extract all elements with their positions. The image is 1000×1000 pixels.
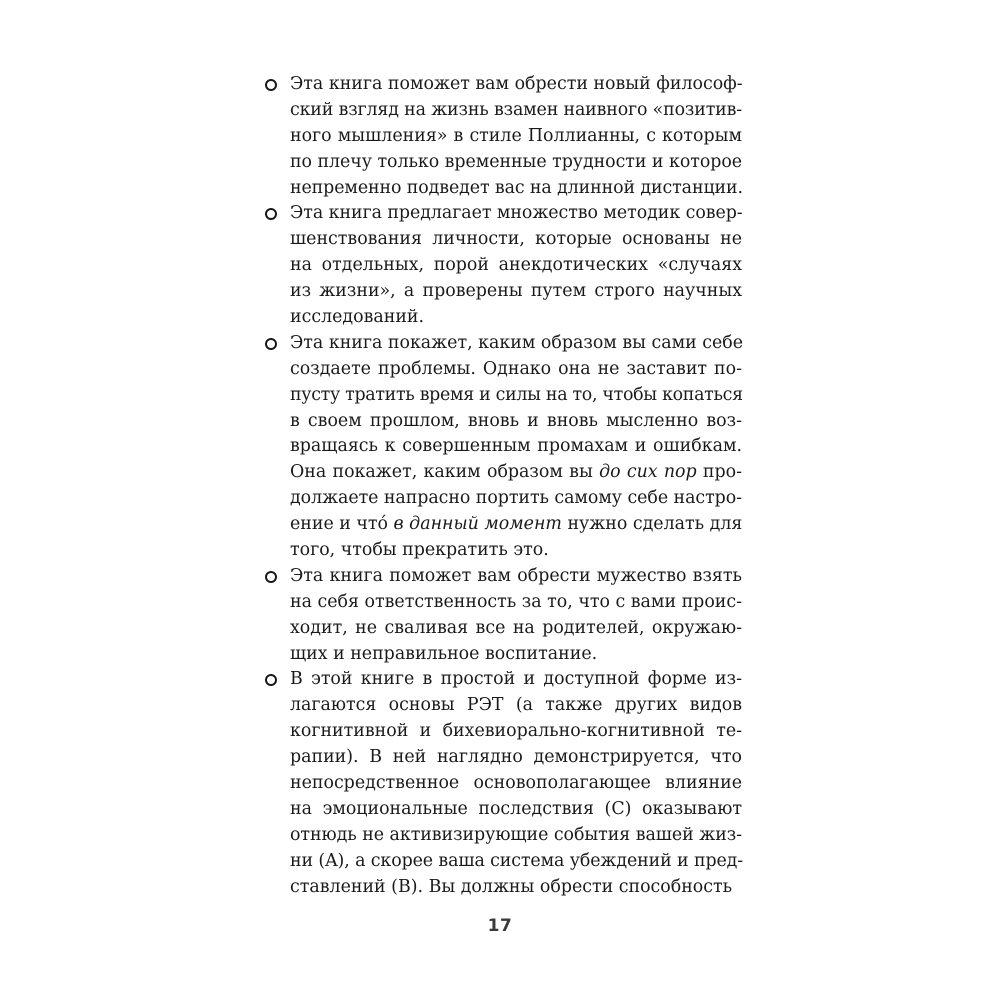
text-line bbox=[290, 745, 742, 771]
text-segment: ставлений (B). Вы должны обрести способность bbox=[290, 876, 733, 897]
text-segment: Эта книга поможет вам обрести мужество взять bbox=[290, 565, 742, 586]
text-line bbox=[290, 693, 742, 719]
text-segment: исследований. bbox=[290, 307, 425, 328]
text-segment: пусту тратить время и силы на то, чтобы копаться bbox=[290, 384, 743, 405]
text-line bbox=[290, 667, 742, 693]
text-line bbox=[290, 409, 742, 435]
text-line bbox=[290, 564, 742, 590]
text-line bbox=[290, 642, 742, 668]
text-segment: вращаясь к совершенным промахам и ошибкам. bbox=[290, 436, 742, 457]
text-line bbox=[290, 357, 742, 383]
text-line bbox=[290, 124, 742, 150]
text-segment: Она покажет, каким образом вы bbox=[290, 462, 600, 483]
text-segment: непосредственное основополагающее влияние bbox=[290, 773, 742, 794]
emphasis-text: в данный момент bbox=[393, 514, 562, 535]
text-segment: лагаются основы РЭТ (а также других видов bbox=[290, 695, 742, 716]
text-segment: ение и что́ bbox=[290, 514, 394, 535]
text-segment: ного мышления» в стиле Поллианны, с которым bbox=[290, 125, 742, 146]
text-segment: когнитивной и бихевиорально-когнитивной те- bbox=[290, 721, 742, 742]
text-line bbox=[290, 253, 742, 279]
text-segment: рапии). В ней наглядно демонстрируется, что bbox=[290, 747, 742, 768]
text-segment: на эмоциональные последствия (C) оказывают bbox=[290, 798, 742, 819]
text-segment: шенствования личности, которые основаны не bbox=[290, 229, 742, 250]
text-line bbox=[290, 590, 742, 616]
text-line bbox=[290, 823, 742, 849]
bullet-item bbox=[262, 201, 742, 330]
text-segment: ни (A), а скорее ваша система убеждений и пред- bbox=[290, 850, 744, 871]
text-segment: из жизни», а проверены путем строго научных bbox=[290, 281, 742, 302]
bullet-item bbox=[262, 72, 742, 201]
text-line bbox=[290, 486, 742, 512]
text-line bbox=[290, 279, 742, 305]
text-segment: Эта книга покажет, каким образом вы сами себе bbox=[290, 332, 744, 353]
bullet-circle-icon bbox=[265, 571, 277, 583]
text-segment: должаете напрасно портить самому себе настро- bbox=[290, 488, 742, 509]
text-line bbox=[290, 201, 742, 227]
text-line bbox=[290, 331, 742, 357]
text-line bbox=[290, 305, 742, 331]
text-line bbox=[290, 227, 742, 253]
bullet-item bbox=[262, 564, 742, 668]
bullet-list bbox=[262, 72, 742, 901]
text-segment: нужно сделать для bbox=[561, 514, 743, 535]
text-line bbox=[290, 849, 742, 875]
text-segment: Эта книга предлагает множество методик совер- bbox=[290, 203, 743, 224]
text-segment: в своем прошлом, вновь и вновь мысленно воз- bbox=[290, 410, 742, 431]
text-line bbox=[290, 616, 742, 642]
text-line bbox=[290, 72, 742, 98]
text-segment: щих и неправильное воспитание. bbox=[290, 643, 598, 664]
text-line bbox=[290, 538, 742, 564]
text-segment: отнюдь не активизирующие события вашей жиз- bbox=[290, 824, 742, 845]
text-segment: создаете проблемы. Однако она не заставит по- bbox=[290, 358, 742, 379]
text-line bbox=[290, 150, 742, 176]
bullet-item bbox=[262, 331, 742, 564]
text-line bbox=[290, 875, 742, 901]
text-line bbox=[290, 176, 742, 202]
text-line bbox=[290, 460, 742, 486]
bullet-circle-icon bbox=[265, 79, 277, 91]
text-line bbox=[290, 719, 742, 745]
text-line bbox=[290, 771, 742, 797]
bullet-item bbox=[262, 667, 742, 900]
text-segment: про- bbox=[696, 462, 742, 483]
text-segment: на отдельных, порой анекдотических «случаях bbox=[290, 255, 742, 276]
text-line bbox=[290, 434, 742, 460]
text-line bbox=[290, 98, 742, 124]
text-segment: по плечу только временные трудности и которое bbox=[290, 151, 742, 172]
text-segment: В этой книге в простой и доступной форме из- bbox=[290, 669, 742, 690]
text-line bbox=[290, 512, 742, 538]
bullet-circle-icon bbox=[265, 208, 277, 220]
text-line bbox=[290, 797, 742, 823]
text-segment: ходит, не сваливая все на родителей, окружаю- bbox=[290, 617, 742, 638]
bullet-circle-icon bbox=[265, 674, 277, 686]
text-segment: непременно подведет вас на длинной дистанции. bbox=[290, 177, 743, 198]
text-segment: на себя ответственность за то, что с вами проис- bbox=[290, 591, 742, 612]
text-line bbox=[290, 383, 742, 409]
text-segment: ский взгляд на жизнь взамен наивного «позитив- bbox=[290, 99, 742, 120]
bullet-circle-icon bbox=[265, 338, 277, 350]
text-segment: Эта книга поможет вам обрести новый философ- bbox=[290, 74, 743, 94]
page-number: 17 bbox=[487, 916, 513, 936]
emphasis-text: до сих пор bbox=[599, 462, 697, 483]
text-segment: того, чтобы прекратить это. bbox=[290, 540, 549, 561]
